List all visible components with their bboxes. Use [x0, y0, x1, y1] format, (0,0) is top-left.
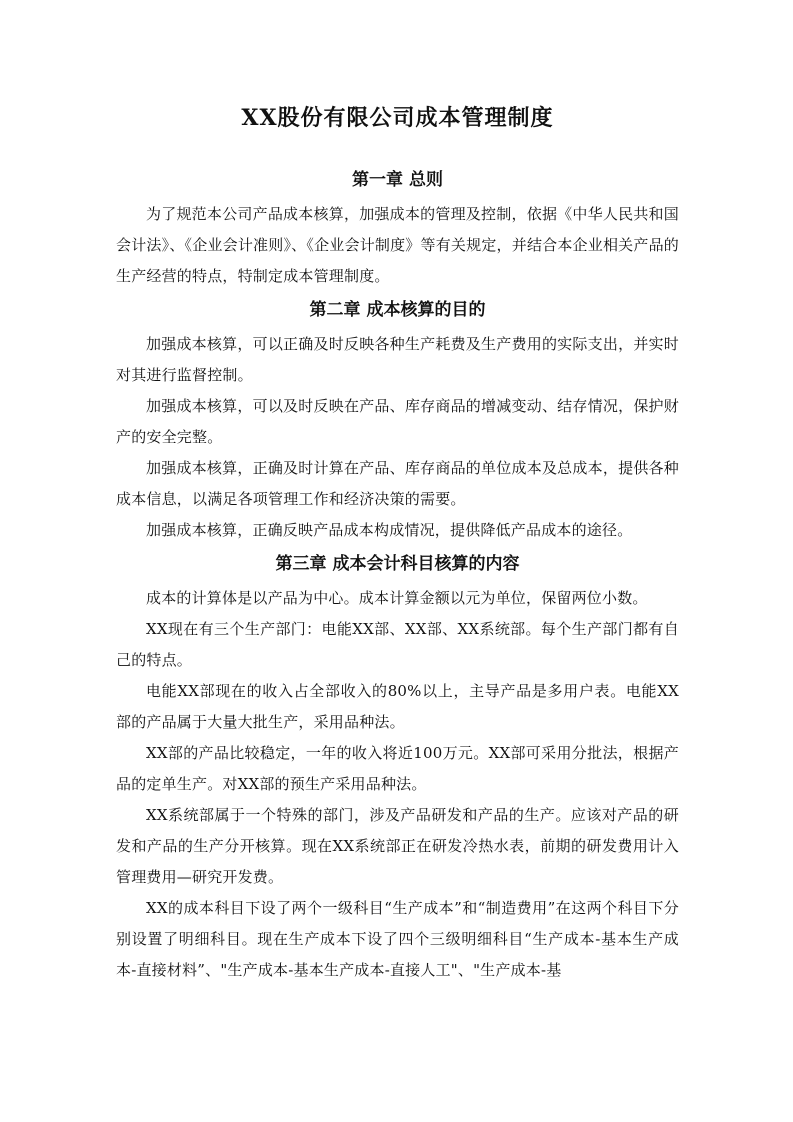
chapter-2-heading: 第二章 成本核算的目的: [309, 300, 486, 320]
chapter-3-heading: 第三章 成本会计科目核算的内容: [275, 554, 520, 574]
chapter-2-paragraph-3: 加强成本核算，正确及时计算在产品、库存商品的单位成本及总成本，提供各种成本信息，以满足各项管理工作和经济决策的需要。: [116, 459, 679, 508]
chapter-1-heading: 第一章 总则: [352, 170, 443, 190]
chapter-2-paragraph-4: 加强成本核算，正确反映产品成本构成情况，提供降低产品成本的途径。: [146, 521, 633, 539]
chapter-3-paragraph-5: XX系统部属于一个特殊的部门，涉及产品研发和产品的生产。应该对产品的研发和产品的生产分开核算。现在XX系统部正在研发冷热水表，前期的研发费用计入管理费用—研究开发费。: [116, 806, 679, 886]
chapter-3-paragraph-3: 电能XX部现在的收入占全部收入的80%以上，主导产品是多用户表。电能XX部的产品属于大量大批生产，采用品种法。: [116, 682, 679, 731]
chapter-3-paragraph-6: XX的成本科目下设了两个一级科目“生产成本”和“制造费用”在这两个科目下分别设置了明细科目。现在生产成本下设了四个三级明细科目“生产成本-基本生产成本-直接材料”、"生产成本-基本生产成本-直接人工"、"生产成本-基: [116, 899, 679, 979]
chapter-3-paragraph-2: XX现在有三个生产部门：电能XX部、XX部、XX系统部。每个生产部门都有自己的特点。: [116, 620, 679, 669]
chapter-3-paragraph-4: XX部的产品比较稳定，一年的收入将近100万元。XX部可采用分批法，根据产品的定单生产。对XX部的预生产采用品种法。: [116, 744, 679, 793]
chapter-1-paragraph-1: 为了规范本公司产品成本核算，加强成本的管理及控制，依据《中华人民共和国会计法》、《企业会计准则》、《企业会计制度》等有关规定，并结合本企业相关产品的生产经营的特点，特制定成本管理制度。: [116, 205, 679, 285]
document-title: XX股份有限公司成本管理制度: [241, 105, 554, 131]
chapter-2-paragraph-2: 加强成本核算，可以及时反映在产品、库存商品的增减变动、结存情况，保护财产的安全完整。: [116, 397, 679, 446]
chapter-3-paragraph-1: 成本的计算体是以产品为中心。成本计算金额以元为单位，保留两位小数。: [146, 589, 648, 607]
chapter-2-paragraph-1: 加强成本核算，可以正确及时反映各种生产耗费及生产费用的实际支出，并实时对其进行监督控制。: [116, 335, 679, 384]
